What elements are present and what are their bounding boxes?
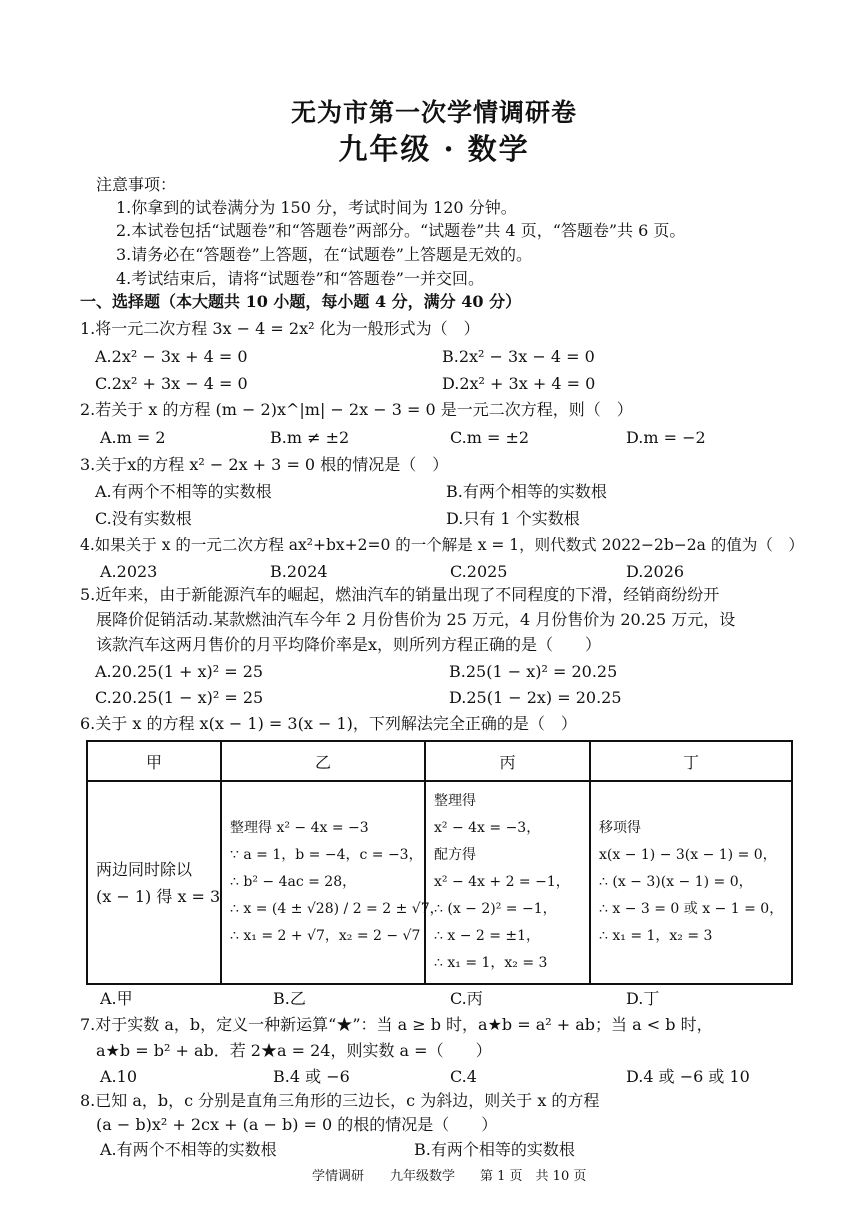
q4-option-d: D.2026 bbox=[626, 562, 685, 581]
header-jia: 甲 bbox=[87, 741, 221, 781]
q6-option-d: D.丁 bbox=[626, 989, 660, 1008]
q5-line-1: 5.近年来，由于新能源汽车的崛起，燃油汽车的销量出现了不同程度的下滑，经销商纷纷开 bbox=[80, 585, 720, 604]
q1-option-b: B.2x² − 3x − 4 = 0 bbox=[442, 347, 595, 366]
notice-item-1: 1.你拿到的试卷满分为 150 分，考试时间为 120 分钟。 bbox=[116, 198, 517, 217]
ding-line-3: ∴ (x − 3)(x − 1) = 0， bbox=[599, 874, 753, 890]
q5-line-2: 展降价促销活动.某款燃油汽车今年 2 月份售价为 25 万元，4 月份售价为 20.25 万元，设 bbox=[96, 610, 736, 629]
bing-line-6: ∴ x − 2 = ±1， bbox=[434, 928, 541, 944]
q6-option-c: C.丙 bbox=[450, 989, 483, 1008]
q4-option-c: C.2025 bbox=[450, 562, 508, 581]
q4-stem: 4.如果关于 x 的一元二次方程 ax²+bx+2=0 的一个解是 x = 1，则代数式 2022−2b−2a 的值为（ ） bbox=[80, 536, 804, 554]
q5-option-c: C.20.25(1 − x)² = 25 bbox=[95, 688, 264, 707]
cell-jia bbox=[87, 781, 221, 984]
ding-line-1: 移项得 bbox=[599, 820, 641, 836]
q1-option-d: D.2x² + 3x + 4 = 0 bbox=[442, 374, 596, 393]
ding-line-2: x(x − 1) − 3(x − 1) = 0， bbox=[599, 847, 777, 863]
q5-option-b: B.25(1 − x)² = 20.25 bbox=[449, 662, 618, 681]
q2-option-c: C.m = ±2 bbox=[450, 428, 530, 447]
bing-line-5: ∴ (x − 2)² = −1， bbox=[434, 901, 557, 917]
jia-line-1: 两边同时除以 bbox=[96, 859, 193, 879]
footer-left: 学情调研 bbox=[312, 1169, 365, 1184]
q4-option-b: B.2024 bbox=[270, 562, 328, 581]
ding-line-4: ∴ x − 3 = 0 或 x − 1 = 0， bbox=[599, 901, 784, 917]
q7-line-2: a★b = b² + ab．若 2★a = 24，则实数 a =（ ） bbox=[96, 1041, 492, 1060]
q2-stem: 2.若关于 x 的方程 (m − 2)x^|m| − 2x − 3 = 0 是一元二次方程，则（ ） bbox=[80, 400, 633, 419]
ding-line-5: ∴ x₁ = 1，x₂ = 3 bbox=[599, 928, 713, 944]
header-bing: 丙 bbox=[425, 741, 590, 781]
q3-option-a: A.有两个不相等的实数根 bbox=[95, 482, 272, 501]
q5-option-d: D.25(1 − 2x) = 20.25 bbox=[449, 688, 622, 707]
q1-stem: 1.将一元二次方程 3x − 4 = 2x² 化为一般形式为（ ） bbox=[80, 319, 480, 338]
q2-option-b: B.m ≠ ±2 bbox=[270, 428, 350, 447]
notice-item-4: 4.考试结束后，请将“试题卷”和“答题卷”一并交回。 bbox=[116, 269, 484, 288]
yi-line-3: ∴ b² − 4ac = 28， bbox=[230, 874, 357, 890]
notice-item-2: 2.本试卷包括“试题卷”和“答题卷”两部分。“试题卷”共 4 页，“答题卷”共 6 页。 bbox=[116, 221, 686, 240]
notice-item-3: 3.请务必在“答题卷”上答题，在“试题卷”上答题是无效的。 bbox=[116, 245, 532, 264]
yi-line-2: ∵ a = 1，b = −4，c = −3， bbox=[230, 847, 423, 863]
cell-ding bbox=[590, 781, 792, 984]
q6-option-a: A.甲 bbox=[100, 989, 133, 1008]
cell-yi bbox=[221, 781, 444, 984]
q3-option-c: C.没有实数根 bbox=[95, 509, 192, 528]
q7-option-a: A.10 bbox=[100, 1067, 137, 1086]
yi-line-5: ∴ x₁ = 2 + √7，x₂ = 2 − √7 bbox=[230, 928, 421, 944]
q7-option-d: D.4 或 −6 或 10 bbox=[626, 1067, 750, 1086]
q5-option-a: A.20.25(1 + x)² = 25 bbox=[95, 662, 264, 681]
q7-option-b: B.4 或 −6 bbox=[273, 1067, 350, 1086]
cell-bing bbox=[425, 781, 590, 984]
yi-line-1: 整理得 x² − 4x = −3 bbox=[230, 820, 369, 836]
yi-line-4: ∴ x = (4 ± √28) / 2 = 2 ± √7， bbox=[230, 901, 444, 917]
table-header-row bbox=[87, 741, 792, 781]
footer-middle: 九年级数学 bbox=[390, 1169, 456, 1184]
bing-line-7: ∴ x₁ = 1，x₂ = 3 bbox=[434, 955, 548, 971]
header-yi: 乙 bbox=[221, 741, 425, 781]
exam-title: 无为市第一次学情调研卷 bbox=[290, 98, 577, 127]
q6-stem: 6.关于 x 的方程 x(x − 1) = 3(x − 1)，下列解法完全正确的是（ ） bbox=[80, 714, 577, 733]
q2-option-d: D.m = −2 bbox=[626, 428, 706, 447]
q3-stem: 3.关于x的方程 x² − 2x + 3 = 0 根的情况是（ ） bbox=[80, 455, 449, 474]
bing-line-4: x² − 4x + 2 = −1， bbox=[434, 874, 570, 890]
header-ding: 丁 bbox=[590, 741, 792, 781]
q8-option-a: A.有两个不相等的实数根 bbox=[100, 1140, 277, 1159]
q8-option-b: B.有两个相等的实数根 bbox=[414, 1140, 575, 1159]
q6-solutions-table bbox=[86, 740, 793, 985]
q1-option-a: A.2x² − 3x + 4 = 0 bbox=[95, 347, 248, 366]
q2-option-a: A.m = 2 bbox=[100, 428, 166, 447]
q7-option-c: C.4 bbox=[450, 1067, 477, 1086]
jia-line-2: (x − 1) 得 x = 3 bbox=[96, 886, 221, 906]
q5-line-3: 该款汽车这两月售价的月平均降价率是x，则所列方程正确的是（ ） bbox=[96, 635, 602, 654]
q8-line-2: (a − b)x² + 2cx + (a − b) = 0 的根的情况是（ ） bbox=[96, 1115, 498, 1134]
table-row bbox=[87, 781, 792, 984]
q8-line-1: 8.已知 a，b，c 分别是直角三角形的三边长，c 为斜边，则关于 x 的方程 bbox=[80, 1091, 600, 1110]
q3-option-d: D.只有 1 个实数根 bbox=[446, 509, 580, 528]
exam-subtitle: 九年级 · 数学 bbox=[338, 132, 530, 166]
notice-heading: 注意事项： bbox=[96, 175, 177, 194]
footer-page-number: 第 1 页 共 10 页 bbox=[480, 1169, 587, 1184]
bing-line-3: 配方得 bbox=[434, 847, 476, 863]
q3-option-b: B.有两个相等的实数根 bbox=[446, 482, 607, 501]
q1-option-c: C.2x² + 3x − 4 = 0 bbox=[95, 374, 248, 393]
bing-line-1: 整理得 bbox=[434, 793, 476, 809]
bing-line-2: x² − 4x = −3， bbox=[434, 820, 541, 836]
q6-option-b: B.乙 bbox=[273, 989, 306, 1008]
q7-line-1: 7.对于实数 a，b，定义一种新运算“★”：当 a ≥ b 时，a★b = a² + ab；当 a < b 时， bbox=[80, 1015, 713, 1034]
q4-option-a: A.2023 bbox=[100, 562, 158, 581]
section-heading: 一、选择题（本大题共 10 小题，每小题 4 分，满分 40 分） bbox=[80, 292, 522, 311]
